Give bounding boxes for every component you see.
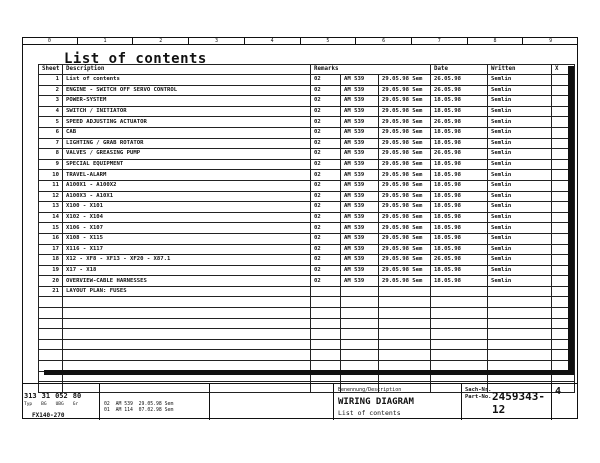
cell-written: Semlin xyxy=(488,149,552,160)
cell-sheet: 20 xyxy=(39,276,63,287)
cell-r1: 02 xyxy=(311,223,341,234)
cell-r3: 29.05.98 Sem xyxy=(379,276,431,287)
cell-r2: AM 539 xyxy=(341,106,379,117)
empty-cell xyxy=(488,318,552,329)
cell-sheet: 10 xyxy=(39,170,63,181)
cell-desc: X102 - X104 xyxy=(63,212,311,223)
cell-desc: ENGINE - SWITCH OFF SERVO CONTROL xyxy=(63,85,311,96)
cell-r3: 29.05.98 Sem xyxy=(379,255,431,266)
cell-desc: X106 - X107 xyxy=(63,223,311,234)
empty-cell xyxy=(431,297,488,308)
cell-date: 18.05.98 xyxy=(431,233,488,244)
empty-cell xyxy=(311,350,341,361)
cell-date: 18.05.98 xyxy=(431,127,488,138)
cell-sheet: 21 xyxy=(39,286,63,297)
cell-desc: LAYOUT PLAN: FUSES xyxy=(63,286,311,297)
table-row xyxy=(39,85,575,96)
cell-r1: 02 xyxy=(311,202,341,213)
empty-cell xyxy=(63,339,311,350)
empty-cell xyxy=(341,350,379,361)
cell-date: 26.05.98 xyxy=(431,255,488,266)
cell-date: 18.05.98 xyxy=(431,223,488,234)
empty-cell xyxy=(39,297,63,308)
sheet-number-block xyxy=(552,384,578,420)
cell-desc: X108 - X115 xyxy=(63,233,311,244)
cell-r2: AM 539 xyxy=(341,255,379,266)
cell-sheet: 14 xyxy=(39,212,63,223)
cell-r2: AM 539 xyxy=(341,75,379,86)
cell-written: Semlin xyxy=(488,180,552,191)
empty-cell xyxy=(63,350,311,361)
cell-r3: 29.05.98 Sem xyxy=(379,106,431,117)
cell-r3: 29.05.98 Sem xyxy=(379,149,431,160)
cell-date: 18.05.98 xyxy=(431,202,488,213)
cell-r1: 02 xyxy=(311,233,341,244)
cell-sheet: 15 xyxy=(39,223,63,234)
cell-r3: 29.05.98 Sem xyxy=(379,170,431,181)
cell-r2: AM 539 xyxy=(341,244,379,255)
table-row xyxy=(39,180,575,191)
cell-r2 xyxy=(341,286,379,297)
cell-r1: 02 xyxy=(311,75,341,86)
cell-r1: 02 xyxy=(311,106,341,117)
cell-r2: AM 539 xyxy=(341,233,379,244)
empty-row xyxy=(39,308,575,319)
cell-date: 26.05.98 xyxy=(431,117,488,128)
fx-label: FX140-270 xyxy=(32,412,65,419)
contents-table xyxy=(38,64,575,393)
description-block xyxy=(334,384,462,420)
cell-sheet: 7 xyxy=(39,138,63,149)
table-header-row xyxy=(39,65,575,75)
cell-r3: 29.05.98 Sem xyxy=(379,223,431,234)
cell-desc: VALVES / GREASING PUMP xyxy=(63,149,311,160)
empty-row xyxy=(39,329,575,340)
ruler-segment: 4 xyxy=(245,37,301,44)
empty-cell xyxy=(488,308,552,319)
table-shadow-bottom xyxy=(44,370,574,375)
cell-r3: 29.05.98 Sem xyxy=(379,265,431,276)
cell-r1: 02 xyxy=(311,117,341,128)
table-row xyxy=(39,265,575,276)
code-label-gr: Gr xyxy=(72,402,79,407)
table-row xyxy=(39,286,575,297)
code-label-typ: Typ xyxy=(24,402,33,407)
empty-row xyxy=(39,339,575,350)
cell-desc: POWER-SYSTEM xyxy=(63,96,311,107)
cell-r2: AM 539 xyxy=(341,127,379,138)
empty-cell xyxy=(341,318,379,329)
empty-cell xyxy=(311,318,341,329)
cell-r1: 02 xyxy=(311,127,341,138)
table-row xyxy=(39,75,575,86)
cell-r3: 29.05.98 Sem xyxy=(379,159,431,170)
cell-r3: 29.05.98 Sem xyxy=(379,96,431,107)
description-header: Benennung/Description xyxy=(338,387,402,393)
cell-r2: AM 539 xyxy=(341,170,379,181)
cell-r1: 02 xyxy=(311,265,341,276)
empty-cell xyxy=(39,350,63,361)
cell-date: 18.05.98 xyxy=(431,170,488,181)
cell-written: Semlin xyxy=(488,191,552,202)
table-row xyxy=(39,255,575,266)
code-gr: 80 xyxy=(72,392,82,400)
empty-cell xyxy=(341,339,379,350)
cell-date: 18.05.98 xyxy=(431,180,488,191)
ruler-segment: 5 xyxy=(301,37,357,44)
table-row xyxy=(39,127,575,138)
cell-r1: 02 xyxy=(311,85,341,96)
empty-cell xyxy=(39,308,63,319)
revision-row-2: 01 AM 114 07.02.98 Sem xyxy=(104,408,174,413)
code-bg: 31 xyxy=(41,392,51,400)
code-label-ubg: UBG xyxy=(55,402,64,407)
cell-r1: 02 xyxy=(311,244,341,255)
cell-written: Semlin xyxy=(488,170,552,181)
cell-r1: 02 xyxy=(311,138,341,149)
ruler-segment: 1 xyxy=(78,37,134,44)
table-row xyxy=(39,233,575,244)
cell-r1: 02 xyxy=(311,180,341,191)
cell-r3: 29.05.98 Sem xyxy=(379,117,431,128)
table-row xyxy=(39,223,575,234)
empty-cell xyxy=(311,308,341,319)
cell-written: Semlin xyxy=(488,244,552,255)
empty-cell xyxy=(341,329,379,340)
empty-row xyxy=(39,318,575,329)
cell-desc: X116 - X117 xyxy=(63,244,311,255)
empty-row xyxy=(39,297,575,308)
cell-desc: CAB xyxy=(63,127,311,138)
code-typ: 313 xyxy=(24,392,37,400)
cell-r1: 02 xyxy=(311,212,341,223)
empty-cell xyxy=(379,297,431,308)
cell-date: 18.05.98 xyxy=(431,244,488,255)
cell-desc: SWITCH / INITIATOR xyxy=(63,106,311,117)
empty-cell xyxy=(488,297,552,308)
title-block xyxy=(22,383,578,420)
cell-written: Semlin xyxy=(488,127,552,138)
cell-written: Semlin xyxy=(488,106,552,117)
cell-date: 18.05.98 xyxy=(431,96,488,107)
empty-cell xyxy=(311,297,341,308)
cell-written: Semlin xyxy=(488,159,552,170)
empty-cell xyxy=(431,329,488,340)
table-row xyxy=(39,244,575,255)
table-row xyxy=(39,159,575,170)
header-date: Date xyxy=(431,65,488,75)
empty-row xyxy=(39,350,575,361)
cell-written: Semlin xyxy=(488,96,552,107)
cell-date: 18.05.98 xyxy=(431,191,488,202)
cell-sheet: 4 xyxy=(39,106,63,117)
cell-date: 18.05.98 xyxy=(431,276,488,287)
part-number-block xyxy=(462,384,552,420)
empty-cell xyxy=(431,339,488,350)
ruler-segment: 3 xyxy=(189,37,245,44)
cell-r2: AM 539 xyxy=(341,180,379,191)
table-row xyxy=(39,138,575,149)
code-label-bg: BG xyxy=(41,402,47,407)
ruler-segment: 2 xyxy=(133,37,189,44)
revision-block xyxy=(100,384,210,420)
cell-sheet: 11 xyxy=(39,180,63,191)
table-shadow-right xyxy=(568,66,574,372)
cell-written: Semlin xyxy=(488,223,552,234)
cell-sheet: 2 xyxy=(39,85,63,96)
cell-sheet: 17 xyxy=(39,244,63,255)
cell-r3: 29.05.98 Sem xyxy=(379,244,431,255)
cell-r2: AM 539 xyxy=(341,202,379,213)
cell-desc: A100X1 - A100X2 xyxy=(63,180,311,191)
cell-desc: X100 - X101 xyxy=(63,202,311,213)
cell-written: Semlin xyxy=(488,85,552,96)
table-row xyxy=(39,191,575,202)
empty-cell xyxy=(379,318,431,329)
cell-written: Semlin xyxy=(488,138,552,149)
cell-desc: SPEED ADJUSTING ACTUATOR xyxy=(63,117,311,128)
cell-desc: A100X3 - A10X1 xyxy=(63,191,311,202)
empty-cell xyxy=(63,308,311,319)
cell-r1 xyxy=(311,286,341,297)
cell-desc: X12 - XF8 - XF13 - XF20 - X87.1 xyxy=(63,255,311,266)
cell-sheet: 3 xyxy=(39,96,63,107)
empty-cell xyxy=(311,329,341,340)
empty-cell xyxy=(488,350,552,361)
empty-cell xyxy=(379,329,431,340)
cell-written xyxy=(488,286,552,297)
empty-cell xyxy=(379,350,431,361)
cell-r1: 02 xyxy=(311,149,341,160)
table-row xyxy=(39,117,575,128)
ruler-segment: 6 xyxy=(356,37,412,44)
cell-desc: TRAVEL-ALARM xyxy=(63,170,311,181)
cell-date: 26.05.98 xyxy=(431,85,488,96)
cell-r2: AM 539 xyxy=(341,276,379,287)
approval-block xyxy=(210,384,334,420)
cell-written: Semlin xyxy=(488,255,552,266)
ruler-segment: 0 xyxy=(22,37,78,44)
empty-cell xyxy=(488,329,552,340)
empty-cell xyxy=(379,308,431,319)
cell-date: 18.05.98 xyxy=(431,159,488,170)
cell-sheet: 13 xyxy=(39,202,63,213)
cell-date: 18.05.98 xyxy=(431,212,488,223)
header-remarks: Remarks xyxy=(311,65,431,75)
cell-r1: 02 xyxy=(311,96,341,107)
cell-r3: 29.05.98 Sem xyxy=(379,212,431,223)
empty-cell xyxy=(431,318,488,329)
cell-r3: 29.05.98 Sem xyxy=(379,202,431,213)
cell-r2: AM 539 xyxy=(341,96,379,107)
cell-written: Semlin xyxy=(488,212,552,223)
revision-row-1: 02 AM 539 29.05.98 Sem xyxy=(104,402,174,407)
ruler-segment: 8 xyxy=(468,37,524,44)
ruler-segment: 9 xyxy=(549,38,553,44)
header-x: X xyxy=(552,65,575,75)
empty-cell xyxy=(39,339,63,350)
cell-r2: AM 539 xyxy=(341,223,379,234)
empty-cell xyxy=(63,297,311,308)
empty-cell xyxy=(39,318,63,329)
cell-sheet: 19 xyxy=(39,265,63,276)
cell-written: Semlin xyxy=(488,117,552,128)
header-description: Description xyxy=(63,65,311,75)
empty-cell xyxy=(431,308,488,319)
cell-sheet: 5 xyxy=(39,117,63,128)
cell-r2: AM 539 xyxy=(341,159,379,170)
cell-written: Semlin xyxy=(488,265,552,276)
cell-r2: AM 539 xyxy=(341,138,379,149)
sheet-number: 4 xyxy=(555,386,562,397)
cell-sheet: 18 xyxy=(39,255,63,266)
document-title: WIRING DIAGRAM xyxy=(338,397,414,407)
cell-r3: 29.05.98 Sem xyxy=(379,180,431,191)
cell-r1: 02 xyxy=(311,276,341,287)
cell-desc: OVERVIEW-CABLE HARNESSES xyxy=(63,276,311,287)
cell-date: 18.05.98 xyxy=(431,106,488,117)
cell-r3 xyxy=(379,286,431,297)
cell-desc: LIGHTING / GRAB ROTATOR xyxy=(63,138,311,149)
table-row xyxy=(39,170,575,181)
part-label: Part-No. xyxy=(465,394,492,400)
cell-sheet: 8 xyxy=(39,149,63,160)
cell-r2: AM 539 xyxy=(341,265,379,276)
ruler-segment: 7 xyxy=(412,37,468,44)
cell-r2: AM 539 xyxy=(341,117,379,128)
cell-r3: 29.05.98 Sem xyxy=(379,127,431,138)
cell-written: Semlin xyxy=(488,233,552,244)
cell-written: Semlin xyxy=(488,276,552,287)
cell-written: Semlin xyxy=(488,75,552,86)
empty-cell xyxy=(488,339,552,350)
cell-date: 18.05.98 xyxy=(431,265,488,276)
cell-desc: X17 - X18 xyxy=(63,265,311,276)
empty-cell xyxy=(63,318,311,329)
cell-r2: AM 539 xyxy=(341,85,379,96)
table-row xyxy=(39,106,575,117)
cell-date: 26.05.98 xyxy=(431,149,488,160)
table-row xyxy=(39,276,575,287)
cell-r1: 02 xyxy=(311,191,341,202)
cell-sheet: 16 xyxy=(39,233,63,244)
header-sheet: Sheet xyxy=(39,65,63,75)
cell-r1: 02 xyxy=(311,159,341,170)
empty-cell xyxy=(431,350,488,361)
cell-r3: 29.05.98 Sem xyxy=(379,75,431,86)
empty-cell xyxy=(341,297,379,308)
cell-r3: 29.05.98 Sem xyxy=(379,233,431,244)
code-ubg: 052 xyxy=(55,392,68,400)
table-row xyxy=(39,149,575,160)
document-subtitle: List of contents xyxy=(338,409,401,417)
sach-label: Sach-Nr. xyxy=(465,387,492,393)
cell-date: 26.05.98 xyxy=(431,75,488,86)
empty-cell xyxy=(39,329,63,340)
cell-date: 18.05.98 xyxy=(431,138,488,149)
cell-desc: List of contents xyxy=(63,75,311,86)
cell-written: Semlin xyxy=(488,202,552,213)
table-row xyxy=(39,212,575,223)
part-number: 2459343-12 xyxy=(492,390,545,416)
cell-sheet: 9 xyxy=(39,159,63,170)
cell-r2: AM 539 xyxy=(341,212,379,223)
cell-r2: AM 539 xyxy=(341,191,379,202)
cell-r1: 02 xyxy=(311,170,341,181)
empty-cell xyxy=(63,329,311,340)
cell-desc: SPECIAL EQUIPMENT xyxy=(63,159,311,170)
empty-cell xyxy=(311,339,341,350)
page-title: List of contents xyxy=(64,51,207,67)
cell-sheet: 12 xyxy=(39,191,63,202)
header-written: Written xyxy=(488,65,552,75)
cell-sheet: 6 xyxy=(39,127,63,138)
cell-r2: AM 539 xyxy=(341,149,379,160)
table-row xyxy=(39,96,575,107)
cell-date xyxy=(431,286,488,297)
cell-r1: 02 xyxy=(311,255,341,266)
cell-r3: 29.05.98 Sem xyxy=(379,138,431,149)
table-row xyxy=(39,202,575,213)
empty-cell xyxy=(379,339,431,350)
cell-r3: 29.05.98 Sem xyxy=(379,85,431,96)
cell-sheet: 1 xyxy=(39,75,63,86)
cell-r3: 29.05.98 Sem xyxy=(379,191,431,202)
empty-cell xyxy=(341,308,379,319)
